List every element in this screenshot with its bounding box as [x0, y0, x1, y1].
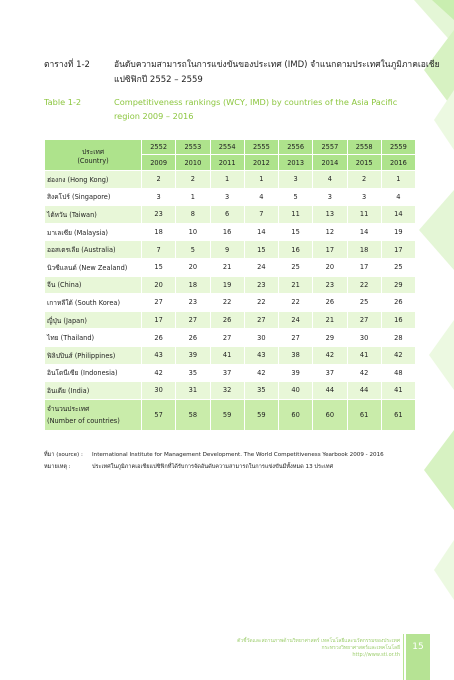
rank-cell: 26 — [313, 294, 347, 312]
rank-cell: 23 — [176, 294, 210, 312]
header-year-en: 2011 — [210, 155, 244, 171]
header-year-en: 2010 — [176, 155, 210, 171]
country-name-cell: ญี่ปุ่น (Japan) — [45, 311, 142, 329]
rank-cell: 16 — [210, 223, 244, 241]
rank-cell: 42 — [313, 346, 347, 364]
header-year-th: 2552 — [142, 140, 176, 155]
page-number-box — [406, 634, 430, 680]
header-year-en: 2009 — [142, 155, 176, 171]
total-label-cell — [45, 399, 142, 430]
rank-cell: 25 — [279, 258, 313, 276]
rank-cell: 16 — [381, 311, 415, 329]
rank-cell: 1 — [176, 188, 210, 206]
rank-cell: 2 — [176, 171, 210, 189]
rank-cell: 3 — [210, 188, 244, 206]
rank-cell: 17 — [347, 258, 381, 276]
table-row — [45, 311, 416, 329]
header-year-th: 2555 — [244, 140, 278, 155]
total-count-cell: 61 — [381, 399, 415, 430]
header-year-en: 2016 — [381, 155, 415, 171]
header-country-english: (Country) — [77, 156, 109, 165]
table-row — [45, 206, 416, 224]
rank-cell: 4 — [381, 188, 415, 206]
country-name-cell: ออสเตรเลีย (Australia) — [45, 241, 142, 259]
table-notes — [44, 449, 424, 473]
total-count-cell: 60 — [313, 399, 347, 430]
country-name-cell: เกาหลีใต้ (South Korea) — [45, 294, 142, 312]
rank-cell: 19 — [381, 223, 415, 241]
rank-cell: 35 — [176, 364, 210, 382]
rank-cell: 43 — [142, 346, 176, 364]
rank-cell: 8 — [176, 206, 210, 224]
rank-cell: 23 — [244, 276, 278, 294]
caption-thai-text: อันดับความสามารถในการแข่งขันของประเทศ (IMD) จำแนกตามประเทศในภูมิภาคเอเชียแปซิฟิกปี 2552 – 2559 — [114, 60, 440, 85]
country-name-cell: จีน (China) — [45, 276, 142, 294]
rank-cell: 3 — [142, 188, 176, 206]
caption-english-text: Competitiveness rankings (WCY, IMD) by countries of the Asia Pacific region 2009 – 2016 — [114, 97, 398, 121]
rank-cell: 5 — [176, 241, 210, 259]
rank-cell: 30 — [347, 329, 381, 347]
country-name-cell: สิงคโปร์ (Singapore) — [45, 188, 142, 206]
rank-cell: 3 — [279, 171, 313, 189]
rank-cell: 48 — [381, 364, 415, 382]
rank-cell: 42 — [381, 346, 415, 364]
rank-cell: 4 — [313, 171, 347, 189]
rank-cell: 1 — [210, 171, 244, 189]
header-year-th: 2558 — [347, 140, 381, 155]
rank-cell: 39 — [279, 364, 313, 382]
rank-cell: 14 — [244, 223, 278, 241]
remark-label: หมายเหตุ : — [44, 464, 71, 470]
rank-cell: 32 — [210, 382, 244, 400]
table-row — [45, 364, 416, 382]
rank-cell: 17 — [313, 241, 347, 259]
rank-cell: 26 — [176, 329, 210, 347]
remark-text: ประเทศในภูมิภาคเอเชียแปซิฟิกที่ได้รับการจัดอันดับความสามารถในการแข่งขันมีทั้งหมด 13 ประเทศ — [92, 464, 334, 470]
header-year-th: 2556 — [279, 140, 313, 155]
country-name-cell: อินโดนีเซีย (Indonesia) — [45, 364, 142, 382]
rank-cell: 22 — [210, 294, 244, 312]
rank-cell: 3 — [313, 188, 347, 206]
rank-cell: 20 — [176, 258, 210, 276]
page-number: 15 — [412, 642, 424, 652]
table-row — [45, 171, 416, 189]
table-row — [45, 294, 416, 312]
rank-cell: 24 — [279, 311, 313, 329]
rank-cell: 18 — [176, 276, 210, 294]
rank-cell: 1 — [244, 171, 278, 189]
rank-cell: 10 — [176, 223, 210, 241]
rank-cell: 41 — [210, 346, 244, 364]
rank-cell: 18 — [142, 223, 176, 241]
rank-cell: 18 — [347, 241, 381, 259]
table-body — [45, 171, 416, 431]
rank-cell: 22 — [347, 276, 381, 294]
rank-cell: 1 — [381, 171, 415, 189]
rank-cell: 44 — [313, 382, 347, 400]
source-label: ที่มา (source) : — [44, 452, 83, 458]
rank-cell: 26 — [210, 311, 244, 329]
country-name-cell: ไต้หวัน (Taiwan) — [45, 206, 142, 224]
rank-cell: 23 — [313, 276, 347, 294]
rank-cell: 14 — [347, 223, 381, 241]
total-label-english: (Number of countries) — [47, 416, 120, 425]
country-name-cell: ฟิลิปปินส์ (Philippines) — [45, 346, 142, 364]
country-name-cell: ฮ่องกง (Hong Kong) — [45, 171, 142, 189]
page-divider — [403, 634, 404, 680]
rank-cell: 27 — [176, 311, 210, 329]
rank-cell: 27 — [279, 329, 313, 347]
rank-cell: 6 — [210, 206, 244, 224]
rank-cell: 40 — [279, 382, 313, 400]
rank-cell: 44 — [347, 382, 381, 400]
rank-cell: 21 — [210, 258, 244, 276]
rank-cell: 13 — [313, 206, 347, 224]
total-count-cell: 57 — [142, 399, 176, 430]
rank-cell: 9 — [210, 241, 244, 259]
rank-cell: 5 — [279, 188, 313, 206]
rank-cell: 37 — [313, 364, 347, 382]
header-year-en: 2012 — [244, 155, 278, 171]
source-text: International Institute for Management Development. The World Competitiveness Yearbook 2009 - 2016 — [92, 452, 384, 458]
rank-cell: 2 — [142, 171, 176, 189]
rank-cell: 26 — [142, 329, 176, 347]
header-year-th: 2559 — [381, 140, 415, 155]
rank-cell: 19 — [210, 276, 244, 294]
rank-cell: 11 — [279, 206, 313, 224]
header-country-thai: ประเทศ — [81, 147, 105, 156]
rank-cell: 15 — [142, 258, 176, 276]
rank-cell: 17 — [142, 311, 176, 329]
total-count-cell: 59 — [244, 399, 278, 430]
rank-cell: 27 — [142, 294, 176, 312]
rank-cell: 41 — [347, 346, 381, 364]
rank-cell: 15 — [279, 223, 313, 241]
rank-cell: 25 — [347, 294, 381, 312]
rank-cell: 27 — [210, 329, 244, 347]
table-row — [45, 223, 416, 241]
rank-cell: 16 — [279, 241, 313, 259]
rank-cell: 20 — [313, 258, 347, 276]
rank-cell: 27 — [244, 311, 278, 329]
rank-cell: 22 — [244, 294, 278, 312]
rank-cell: 23 — [142, 206, 176, 224]
rank-cell: 30 — [244, 329, 278, 347]
rank-cell: 11 — [347, 206, 381, 224]
total-count-cell: 60 — [279, 399, 313, 430]
table-row — [45, 188, 416, 206]
rank-cell: 2 — [347, 171, 381, 189]
rank-cell: 41 — [381, 382, 415, 400]
caption-thai-label: ตารางที่ 1-2 — [44, 60, 90, 70]
rank-cell: 29 — [381, 276, 415, 294]
total-count-cell: 59 — [210, 399, 244, 430]
rank-cell: 39 — [176, 346, 210, 364]
header-year-th: 2557 — [313, 140, 347, 155]
rank-cell: 3 — [347, 188, 381, 206]
rank-cell: 20 — [142, 276, 176, 294]
header-year-th: 2553 — [176, 140, 210, 155]
footer-line-3: http://www.sti.or.th — [352, 652, 400, 658]
rank-cell: 42 — [244, 364, 278, 382]
rank-cell: 43 — [244, 346, 278, 364]
rank-cell: 21 — [279, 276, 313, 294]
total-count-cell: 61 — [347, 399, 381, 430]
rank-cell: 7 — [244, 206, 278, 224]
rank-cell: 14 — [381, 206, 415, 224]
country-name-cell: ไทย (Thailand) — [45, 329, 142, 347]
rank-cell: 42 — [142, 364, 176, 382]
rank-cell: 4 — [244, 188, 278, 206]
header-country — [45, 140, 142, 171]
rank-cell: 25 — [381, 258, 415, 276]
rank-cell: 17 — [381, 241, 415, 259]
header-year-en: 2013 — [279, 155, 313, 171]
rank-cell: 24 — [244, 258, 278, 276]
table-row — [45, 276, 416, 294]
page-footer — [200, 638, 400, 659]
rank-cell: 28 — [381, 329, 415, 347]
header-year-en: 2014 — [313, 155, 347, 171]
rank-cell: 12 — [313, 223, 347, 241]
rank-cell: 22 — [279, 294, 313, 312]
table-row — [45, 329, 416, 347]
rank-cell: 26 — [381, 294, 415, 312]
table-row — [45, 382, 416, 400]
rank-cell: 15 — [244, 241, 278, 259]
footer-line-2: กระทรวงวิทยาศาสตร์และเทคโนโลยี — [321, 645, 400, 651]
rank-cell: 42 — [347, 364, 381, 382]
rank-cell: 31 — [176, 382, 210, 400]
rank-cell: 7 — [142, 241, 176, 259]
rank-cell: 30 — [142, 382, 176, 400]
caption-english-label: Table 1-2 — [44, 97, 82, 107]
table-row-total — [45, 399, 416, 430]
rank-cell: 37 — [210, 364, 244, 382]
rank-cell: 35 — [244, 382, 278, 400]
rank-cell: 38 — [279, 346, 313, 364]
rank-cell: 29 — [313, 329, 347, 347]
footer-line-1: ตัวชี้วัดและสถานภาพด้านวิทยาศาสตร์ เทคโนโลยีและนวัตกรรมของประเทศ — [237, 638, 400, 644]
header-year-th: 2554 — [210, 140, 244, 155]
country-name-cell: มาเลเซีย (Malaysia) — [45, 223, 142, 241]
rank-cell: 27 — [347, 311, 381, 329]
header-year-en: 2015 — [347, 155, 381, 171]
total-count-cell: 58 — [176, 399, 210, 430]
country-name-cell: นิวซีแลนด์ (New Zealand) — [45, 258, 142, 276]
rank-cell: 21 — [313, 311, 347, 329]
country-name-cell: อินเดีย (India) — [45, 382, 142, 400]
table-row — [45, 241, 416, 259]
table-row — [45, 346, 416, 364]
competitiveness-ranking-table — [44, 139, 416, 431]
total-label-thai: จำนวนประเทศ — [47, 404, 90, 413]
table-row — [45, 258, 416, 276]
